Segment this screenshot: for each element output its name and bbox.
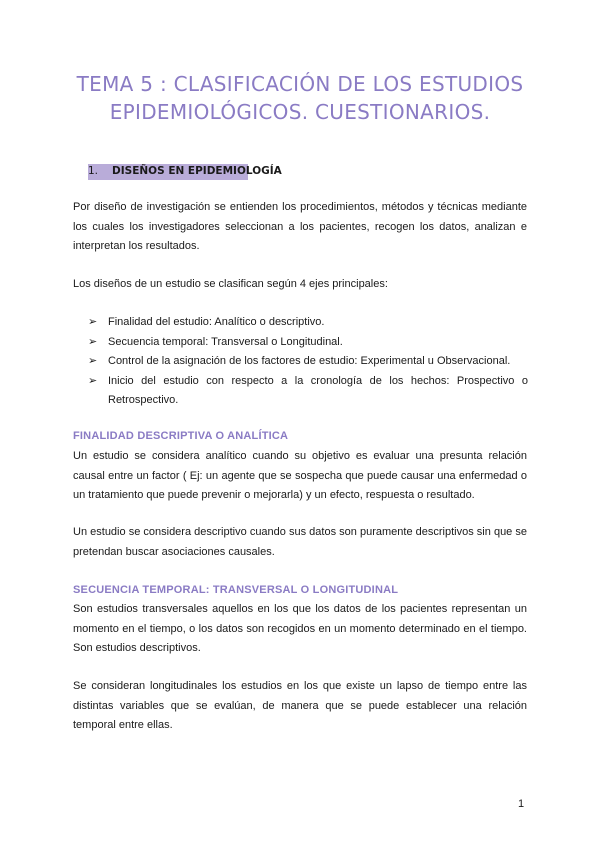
- list-item: ➢ Control de la asignación de los factores de estudio: Experimental u Observacional.: [88, 352, 528, 372]
- transversal-paragraph: Son estudios transversales aquellos en los que los datos de los pacientes representan un momento en el tiempo, o los datos son recogidos en un momento determinado en el tiempo. Son estudios descriptivos.: [73, 603, 527, 654]
- intro-paragraph: Por diseño de investigación se entienden los procedimientos, métodos y técnicas mediante los cuales los investigadores seleccionan a los pacientes, recogen los datos, analizan e interpretan los resultados.: [73, 201, 527, 252]
- subheading-finalidad: FINALIDAD DESCRIPTIVA O ANALÍTICA: [73, 430, 289, 442]
- section-heading: [88, 165, 282, 177]
- section-number: 1.: [88, 165, 99, 177]
- axes-list: [88, 313, 528, 411]
- title-line-2: EPIDEMIOLÓGICOS. CUESTIONARIOS.: [109, 100, 491, 124]
- list-item: ➢ Inicio del estudio con respecto a la cronología de los hechos: Prospectivo o Retrospectivo.: [88, 372, 528, 411]
- title-line-1: TEMA 5 : CLASIFICACIÓN DE LOS ESTUDIOS: [76, 72, 524, 96]
- arrow-bullet-icon: ➢: [88, 316, 98, 328]
- descriptivo-paragraph: Un estudio se considera descriptivo cuando sus datos son puramente descriptivos sin que se pretendan buscar asociaciones causales.: [73, 526, 527, 558]
- longitudinal-paragraph: Se consideran longitudinales los estudios en los que existe un lapso de tiempo entre las distintas variables que se evalúan, de manera que se puede establecer una relación temporal entre ellas.: [73, 680, 527, 731]
- list-item: ➢ Secuencia temporal: Transversal o Longitudinal.: [88, 333, 528, 353]
- page-title: [60, 70, 540, 126]
- list-item: ➢ Finalidad del estudio: Analítico o descriptivo.: [88, 313, 528, 333]
- page-number: 1: [518, 798, 525, 810]
- arrow-bullet-icon: ➢: [88, 355, 98, 367]
- axes-paragraph: Los diseños de un estudio se clasifican según 4 ejes principales:: [73, 278, 388, 290]
- arrow-bullet-icon: ➢: [88, 335, 98, 348]
- analitico-paragraph: Un estudio se considera analítico cuando su objetivo es evaluar una presunta relación causal entre un factor ( Ej: un agente que se sospecha que puede causar una enfermedad o un tratamiento que puede prevenir o mejorarla) y un efecto, respuesta o resultado.: [73, 450, 527, 501]
- arrow-bullet-icon: ➢: [88, 374, 98, 387]
- section-heading-text: DISEÑOS EN EPIDEMIOLOGÍA: [112, 165, 282, 177]
- subheading-secuencia: SECUENCIA TEMPORAL: TRANSVERSAL O LONGITUDINAL: [73, 584, 399, 596]
